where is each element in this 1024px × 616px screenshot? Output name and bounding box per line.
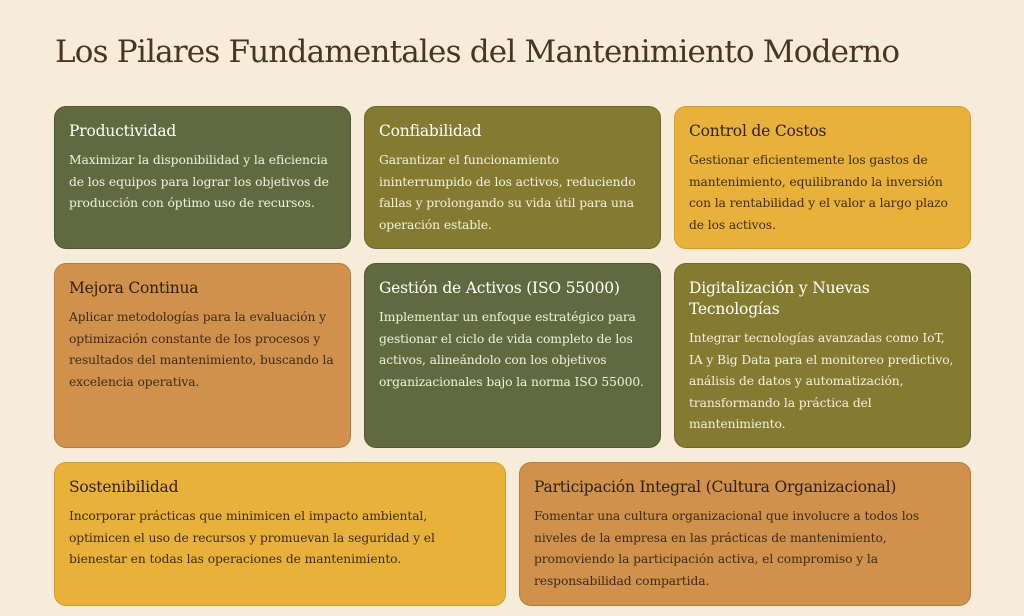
- card-description: Garantizar el funcionamiento ininterrumpido de los activos, reduciendo fallas y prolongando su vida útil para una operación estable.: [379, 153, 636, 232]
- card-title: Participación Integral (Cultura Organizacional): [534, 478, 897, 496]
- card-description: Aplicar metodologías para la evaluación y optimización constante de los procesos y resultados del mantenimiento, buscando la excelencia operativa.: [69, 310, 334, 389]
- card-title: Digitalización y Nuevas Tecnologías: [689, 279, 870, 318]
- card-confiabilidad: [364, 106, 661, 249]
- card-control-de-costos: [674, 106, 971, 249]
- card-title: Gestión de Activos (ISO 55000): [379, 279, 620, 297]
- card-sostenibilidad: [54, 462, 506, 606]
- card-mejora-continua: [54, 263, 351, 448]
- page-title: Los Pilares Fundamentales del Mantenimiento Moderno: [55, 34, 900, 70]
- card-title: Productividad: [69, 122, 177, 140]
- card-title: Mejora Continua: [69, 279, 199, 297]
- card-description: Implementar un enfoque estratégico para gestionar el ciclo de vida completo de los activos, alineándolo con los objetivos organizacionales bajo la norma ISO 55000.: [379, 310, 644, 389]
- card-description: Incorporar prácticas que minimicen el impacto ambiental, optimicen el uso de recursos y promuevan la seguridad y el bienestar en todas las operaciones de mantenimiento.: [69, 509, 435, 566]
- card-description: Gestionar eficientemente los gastos de mantenimiento, equilibrando la inversión con la rentabilidad y el valor a largo plazo de los activos.: [689, 153, 948, 232]
- card-description: Fomentar una cultura organizacional que involucre a todos los niveles de la empresa en las prácticas de mantenimiento, promoviendo la participación activa, el compromiso y la responsabilidad compartida.: [534, 509, 920, 588]
- card-title: Sostenibilidad: [69, 478, 179, 496]
- card-title: Control de Costos: [689, 122, 827, 140]
- card-description: Maximizar la disponibilidad y la eficiencia de los equipos para lograr los objetivos de producción con óptimo uso de recursos.: [69, 153, 329, 210]
- card-participacion-integral: [519, 462, 971, 606]
- card-description: Integrar tecnologías avanzadas como IoT, IA y Big Data para el monitoreo predictivo, análisis de datos y automatización, transformando la práctica del mantenimiento.: [689, 331, 954, 431]
- card-productividad: [54, 106, 351, 249]
- card-digitalizacion: [674, 263, 971, 448]
- card-title: Confiabilidad: [379, 122, 482, 140]
- card-gestion-de-activos: [364, 263, 661, 448]
